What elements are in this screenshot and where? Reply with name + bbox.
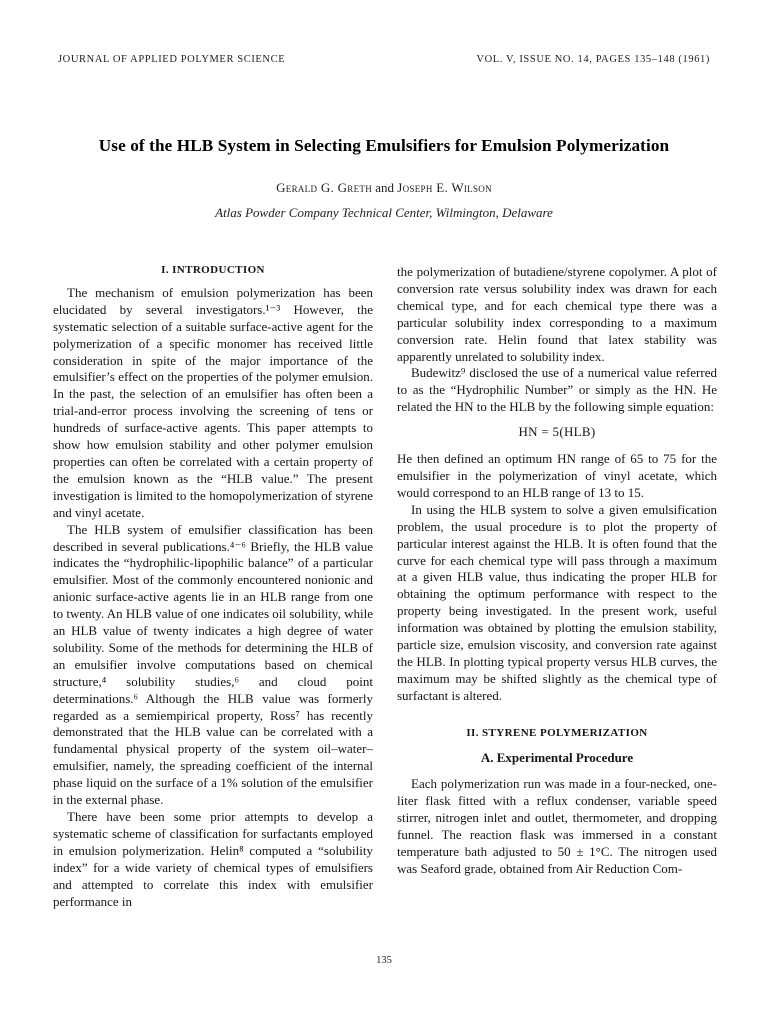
author-2: Joseph E. Wilson	[397, 180, 492, 195]
journal-name: JOURNAL OF APPLIED POLYMER SCIENCE	[58, 54, 286, 65]
author-line	[0, 180, 768, 196]
author-1: Gerald G. Greth	[276, 180, 373, 195]
section-heading-styrene: II. STYRENE POLYMERIZATION	[466, 726, 648, 739]
paper-title: Use of the HLB System in Selecting Emulsifiers for Emulsion Polymerization	[98, 136, 670, 155]
intro-paragraph-budewitz: Budewitz⁹ disclosed the use of a numerical value referred to as the “Hydrophilic Number” or simply as the HN. He related the HN to the HLB by the following simple equation:	[397, 365, 717, 415]
section-heading-introduction: I. INTRODUCTION	[161, 264, 265, 276]
intro-paragraph-3: There have been some prior attempts to develop a systematic scheme of classification for surfactants employed in emulsion polymerization. Helin⁸ computed a “solubility index” for a wide variety of chemical types of emulsifiers and attempted to correlate this index with emulsifier performance in	[53, 809, 373, 909]
intro-paragraph-continued: the polymerization of butadiene/styrene copolymer. A plot of conversion rate versus solubility index was drawn for each chemical type, and for each chemical type there was a particular solubility index corresponding to a maximum conversion rate. Helin found that latex stability was apparently unrelated to solubility index.	[397, 264, 717, 364]
volume-info: VOL. V, ISSUE NO. 14, PAGES 135–148 (1961)	[476, 54, 710, 65]
running-header	[58, 54, 710, 65]
left-column	[53, 262, 373, 910]
affiliation: Atlas Powder Company Technical Center, Wilmington, Delaware	[215, 205, 553, 220]
subsection-heading-experimental: A. Experimental Procedure	[480, 749, 634, 765]
intro-paragraph-procedure: In using the HLB system to solve a given emulsification problem, the usual procedure is to plot the property of particular interest against the HLB. It is often found that the curve for each chemical type will pass through a maximum at a given HLB value, thus indicating the proper HLB for obtaining the optimum performance with respect to the property being investigated. In the present work, useful information was obtained by plotting the emulsion stability, particle size, emulsion viscosity, and conversion rate against the HLB. In plotting typical property versus HLB curves, the maximum may be shifted slightly as the chemical type of surfactant is altered.	[397, 501, 717, 703]
equation-hn-hlb: HN = 5(HLB)	[518, 424, 596, 440]
page-number: 135	[376, 955, 392, 966]
intro-paragraph-2: The HLB system of emulsifier classification has been described in several publications.⁴⁻⁶ Briefly, the HLB value indicates the “hydrophilic-lipophilic balance” of a particular emulsifier. Most of the commonly encountered nonionic and anionic surface-active agents lie in an HLB range from one to twenty. An HLB value of one indicates oil solubility, while an HLB value of twenty indicates a high degree of water solubility. Some of the methods for determining the HLB of an emulsifier involve computations based on chemical structure,⁴ solubility studies,⁶ and cloud point determinations.⁶ Although the HLB value was formerly regarded as a semiempirical property, Ross⁷ has recently demonstrated that the HLB value can be correlated with a fundamental physical property of the system oil–water–emulsifier, namely, the spreading coefficient of the internal phase liquid on the surface of a 1% solution of the emulsifier in the external phase.	[53, 521, 373, 808]
author-conjunction: and	[375, 180, 395, 195]
intro-paragraph-hn-range: He then defined an optimum HN range of 65 to 75 for the emulsifier in the polymerization of vinyl acetate, which would correspond to an HLB range of 13 to 15.	[397, 451, 717, 500]
experimental-paragraph-1: Each polymerization run was made in a four-necked, one-liter flask fitted with a reflux condenser, variable speed stirrer, nitrogen inlet and outlet, thermometer, and dropping funnel. The reaction flask was immersed in a constant temperature bath adjusted to 50 ± 1°C. The nitrogen used was Seaford grade, obtained from Air Reduction Com-	[397, 776, 717, 876]
right-column	[397, 264, 717, 878]
intro-paragraph-1: The mechanism of emulsion polymerization has been elucidated by several investigators.¹⁻³ However, the systematic selection of a suitable surface-active agent for the polymerization of a specific monomer has received little consideration in spite of the major importance of the emulsifier’s effect on the properties of the polymer emulsion. In the past, the selection of an emulsifier has often been a trial-and-error process involving the screening of tens or hundreds of surface-active agents. This paper attempts to show how emulsion stability and other polymer emulsion properties can often be correlated with a certain property of the emulsion known as the “HLB value.” The present investigation is limited to the homopolymerization of styrene and vinyl acetate.	[53, 284, 373, 520]
